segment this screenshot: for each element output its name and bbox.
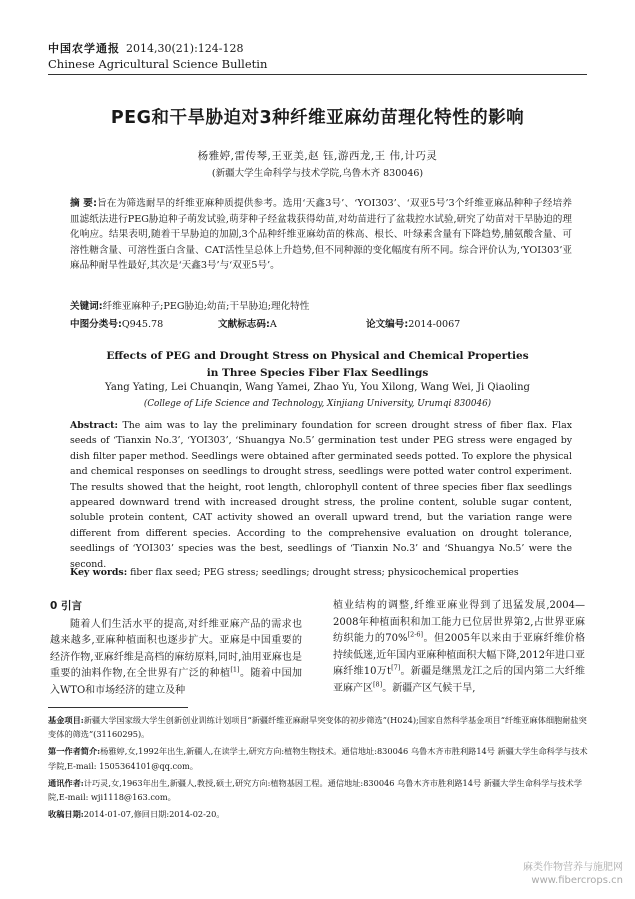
journal-issue: 2014,30(21):124-128 [126,42,244,55]
title-cn: PEG和干旱胁迫对3种纤维亚麻幼苗理化特性的影响 [110,108,525,128]
journal-header [48,42,243,56]
footnote-dates [48,807,590,821]
clc-label: 中图分类号: [70,319,122,330]
title-en-line2: in Three Species Fiber Flax Seedlings [206,367,429,379]
watermark-line2: www.fibercrops.cn [531,875,623,886]
first-author-label: 第一作者简介: [48,746,101,757]
dates-label: 收稿日期: [48,809,84,820]
abstract-en-text: The aim was to lay the preliminary foundation for screen drought stress of fiber flax. Flax seeds of ‘Tianxin No.3’, ‘YOI303’, ‘Shuangya No.5’ germination test under PEG stress were engaged by dish filter paper method. Seedlings were obtained after germinated seeds potted. To explore the physical and chemical responses on seedlings to drought stress, seedlings were potted water control experiment. The results showed that the height, root length, chlorophyll content of three species fiber flax seedlings appeared downward trend with increased drought stress, the proline content, soluble sugar content, soluble protein content, CAT activity showed an overall upward trend, but the variation range were different from different species. According to the comprehensive evaluation on drought tolerance, seedlings of ‘YOI303’ species was the best, seedlings of ‘Tianxin No.3’ and ‘Shuangya No.5’ were the second. [70,420,572,570]
article-no-label: 论文编号: [366,319,409,330]
affiliation-cn: (新疆大学生命科学与技术学院,乌鲁木齐 830046) [211,168,424,179]
abstract-en [70,418,572,572]
footnotes [48,713,590,824]
dates-text: 2014-01-07,修回日期:2014-02-20。 [83,809,225,820]
body-text: 随着人们生活水平的提高,对纤维亚麻产品的需求也越来越多,亚麻种植面积也逐步扩大。亚麻是中国重要的经济作物,亚麻纤维是高档的麻纺原料,同时,油用亚麻也是重要的油料作物,在全世界有广泛的种植 [50,618,302,679]
footnote-fund [48,713,590,741]
body-text: 。随着中国加入WTO和市场经济的建立及种 [50,668,302,696]
keywords-cn [70,298,309,312]
abstract-cn [70,196,572,274]
fund-text: 新疆大学国家级大学生创新创业训练计划项目“新疆纤维亚麻耐旱突变体的初步筛选”(H024);国家自然科学基金项目“纤维亚麻体细胞耐盐突变体的筛选”(31160295)。 [48,715,587,740]
body-text: 。新疆产区气候干旱, [382,682,476,694]
body-column-left [50,598,302,699]
fund-label: 基金项目: [48,715,84,725]
doc-code-label: 文献标志码: [218,319,270,330]
affiliation-en: (College of Life Science and Technology, Xinjiang University, Urumqi 830046) [143,399,492,409]
body-paragraph-left [50,617,302,700]
footnote-corresponding [48,776,590,804]
authors-cn: 杨雅婷,雷传琴,王亚美,赵 钰,游西龙,王 伟,计巧灵 [197,150,438,162]
citation-ref: [8] [373,680,383,689]
section-heading: 0 引言 [50,600,82,612]
title-en [0,348,635,382]
first-author-text: 杨雅婷,女,1992年出生,新疆人,在读学士,研究方向:植物生物技术。通信地址:830046 乌鲁木齐市胜利路14号 新疆大学生命科学与技术学院,E-mail: 1505364101@qq.com。 [48,746,588,771]
journal-name-cn: 中国农学通报 [48,42,120,55]
abstract-en-label: Abstract: [70,420,118,431]
body-text: 。但2005年以来由于亚麻纤维价格持续低迷,近年国内亚麻种植面积大幅下降,2012年进口亚麻纤维10万t [333,633,586,677]
keywords-cn-text: 纤维亚麻种子;PEG胁迫;幼苗;干旱胁迫;理化特性 [102,301,310,312]
watermark [523,861,623,887]
keywords-en-text: fiber flax seed; PEG stress; seedlings; drought stress; physicochemical properties [130,567,519,578]
citation-ref: [2-6] [407,630,424,639]
abstract-cn-label: 摘 要: [70,198,97,209]
body-column-right [333,598,585,697]
watermark-line1: 麻类作物营养与施肥网 [523,862,623,873]
doc-code-value: A [269,319,277,330]
keywords-en [70,567,572,578]
body-text: 。新疆是继黑龙江之后的国内第二大纤维亚麻产区 [333,666,586,694]
classification-info [70,316,573,330]
citation-ref: [7] [391,663,401,672]
keywords-en-label: Key words: [70,567,128,578]
article-no-value: 2014-0067 [408,319,461,330]
header-rule [48,74,587,75]
footnote-rule [48,707,188,708]
authors-en: Yang Yating, Lei Chuanqin, Wang Yamei, Zhao Yu, You Xilong, Wang Wei, Ji Qiaoling [105,382,530,393]
body-text: 植业结构的调整,纤维亚麻业得到了迅猛发展,2004—2008年种植面积和加工能力已位居世界第2,占世界亚麻纺织能力的70% [333,600,585,644]
footnote-first-author [48,744,590,772]
corresponding-label: 通讯作者: [48,777,84,788]
keywords-cn-label: 关键词: [70,301,103,312]
clc-value: Q945.78 [121,319,164,330]
journal-name-en: Chinese Agricultural Science Bulletin [48,57,268,71]
corresponding-text: 计巧灵,女,1963年出生,新疆人,教授,硕士,研究方向:植物基因工程。通信地址:830046 乌鲁木齐市胜利路14号 新疆大学生命科学与技术学院,E-mail: wji1118@163.com。 [48,777,583,803]
citation-ref: [1] [230,665,240,674]
abstract-cn-text: 旨在为筛选耐旱的纤维亚麻种质提供参考。选用‘天鑫3号’、‘YOI303’、‘双亚5号’3个纤维亚麻品种种子经培养皿滤纸法进行PEG胁迫种子萌发试验,萌芽种子经盆栽获得幼苗,对幼苗进行了盆栽控水试验,研究了幼苗对干旱胁迫的理化响应。结果表明,随着干旱胁迫的加剧,3个品种纤维亚麻幼苗的株高、根长、叶绿素含量有下降趋势,脯氨酸含量、可溶性糖含量、可溶性蛋白含量、CAT活性呈总体上升趋势,但不同种源的变化幅度有所不同。综合评价认为,‘YOI303’亚麻品种耐旱性最好,其次是‘天鑫3号’与‘双亚5号’。 [70,198,572,272]
title-en-line1: Effects of PEG and Drought Stress on Physical and Chemical Properties [106,350,529,362]
